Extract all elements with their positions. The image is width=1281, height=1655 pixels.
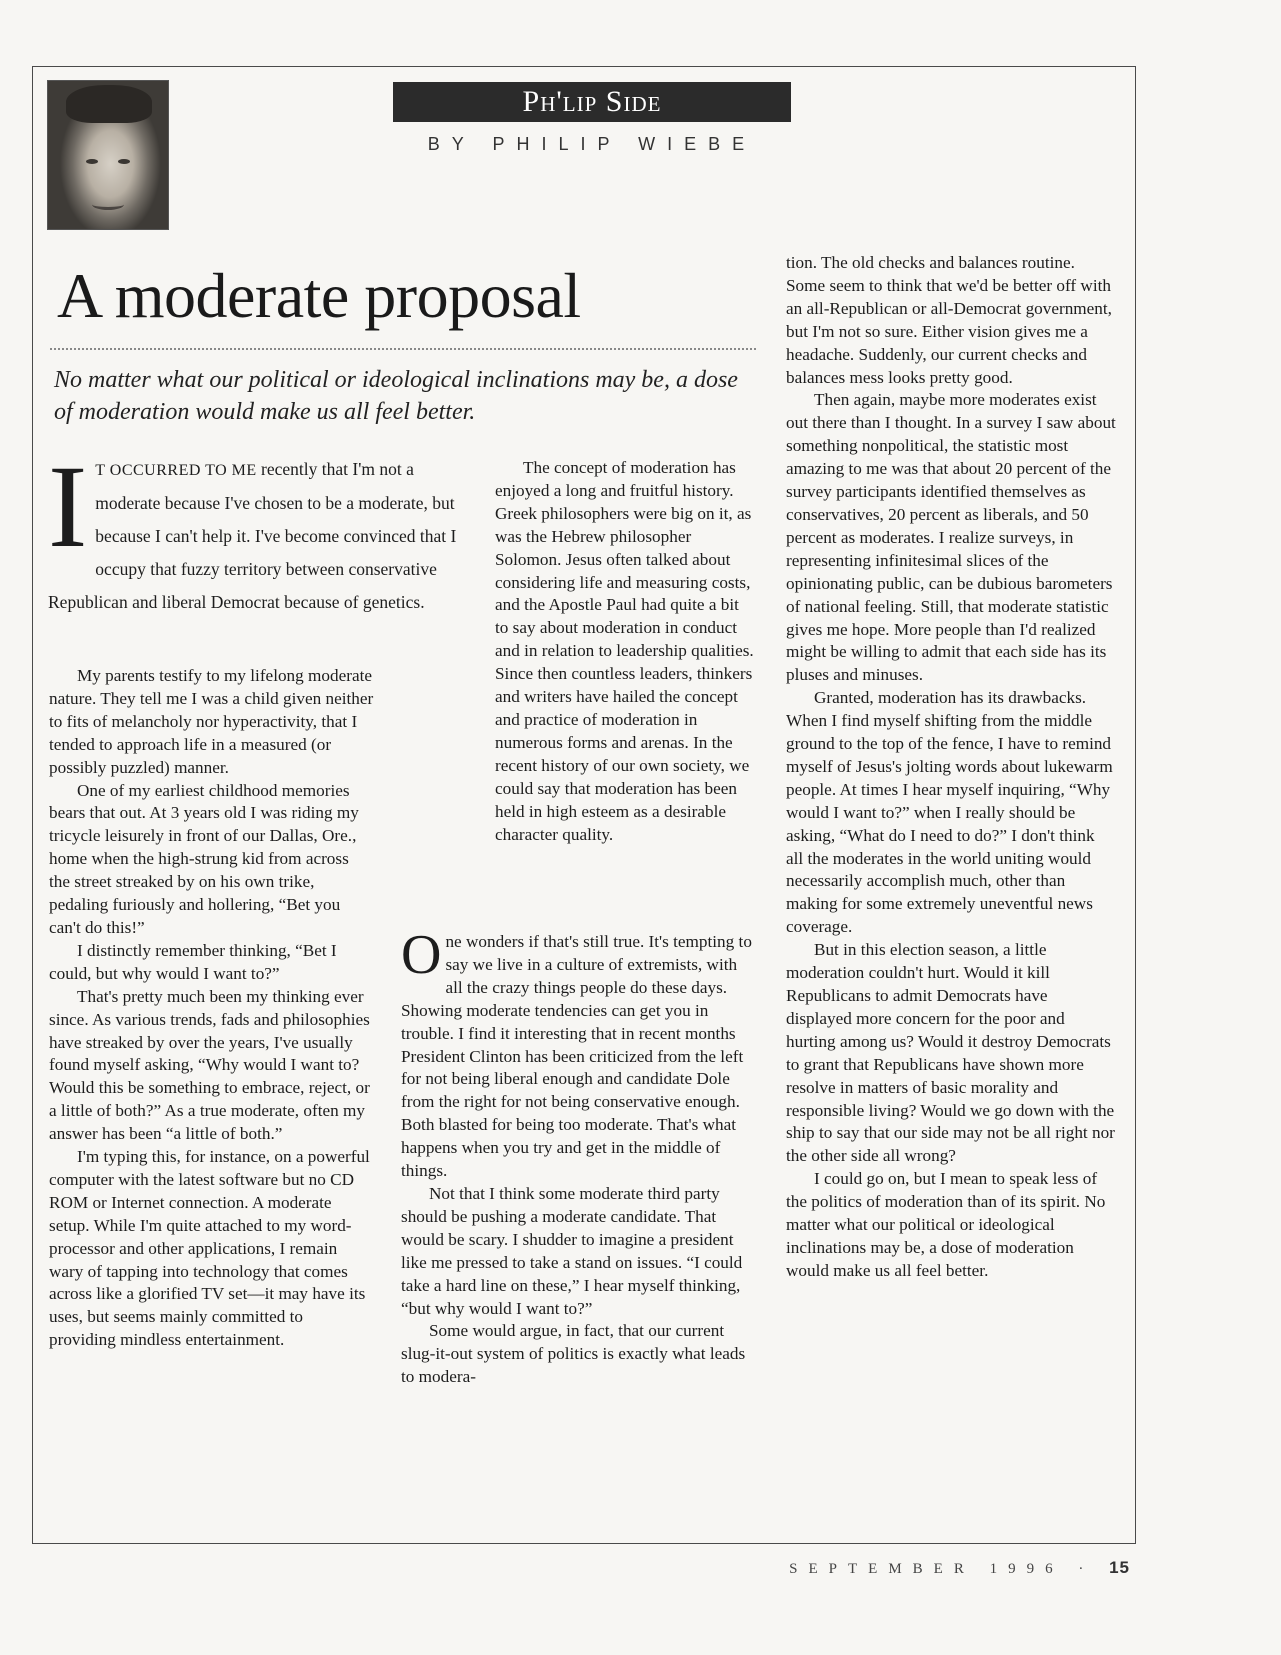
paragraph: Granted, moderation has its drawbacks. When I find myself shifting from the middle ground to the top of the fence, I have to remind myself of Jesus's jolting words about lukewarm people. At times I hear myself inquiring, “Why would I want to?” when I really should be asking, “What do I need to do?” I don't think all the moderates in the world uniting would necessarily accomplish much, other than making for some extremely uneventful news coverage.	[786, 688, 1113, 937]
author-photo-eye-left	[86, 159, 98, 164]
byline: BY PHILIP WIEBE	[427, 134, 757, 154]
headline: A moderate proposal	[57, 260, 581, 331]
paragraph: That's pretty much been my thinking ever since. As various trends, fads and philosophies have streaked by over the years, I've usually found myself asking, “Why would I want to? Would this be something to embrace, reject, or a little of both?” As a true moderate, often my answer has been “a little of both.”	[49, 986, 370, 1144]
paragraph: I distinctly remember thinking, “Bet I could, but why would I want to?”	[49, 940, 337, 983]
paragraph: I'm typing this, for instance, on a powerful computer with the latest software but no CD ROM or Internet connection. A moderate setup. While I'm quite attached to my word-processor and other applications, I remain wary of tapping into technology that comes across like a glorified TV set—it may have its uses, but seems mainly committed to providing mindless entertainment.	[49, 1147, 370, 1350]
section-dropcap: O	[401, 924, 442, 986]
column-banner: Ph'lip Side	[393, 82, 791, 122]
page-number: 15	[1109, 1558, 1130, 1577]
author-photo	[47, 80, 169, 230]
paragraph: I could go on, but I mean to speak less of the politics of moderation than of its spirit. No matter what our political or ideological inclinations may be, a dose of moderation would make us all feel better.	[786, 1169, 1106, 1280]
lead-smallcaps: T OCCURRED TO ME	[95, 462, 257, 479]
lead-paragraph	[48, 441, 468, 619]
column-1	[49, 665, 374, 1352]
column-3	[786, 252, 1116, 1283]
paragraph: Then again, maybe more moderates exist out there than I thought. In a survey I saw about something nonpolitical, the statistic most amazing to me was that about 20 percent of the survey participants identified themselves as conservatives, 20 percent as liberals, and 50 percent as moderates. I realize surveys, in representing infinitesimal slices of the opinionating public, can be dubious barometers of national feeling. Still, that moderate statistic gives me hope. More people than I'd realized might be willing to admit that each side has its pluses and minuses.	[786, 390, 1116, 685]
footer-separator: ·	[1078, 1561, 1095, 1577]
paragraph: One of my earliest childhood memories bears that out. At 3 years old I was riding my tricycle leisurely in front of our Dallas, Ore., home when the high-strung kid from across the street streaked by on his own trike, pedaling furiously and hollering, “Bet you can't do this!”	[49, 780, 359, 937]
paragraph: Not that I think some moderate third party should be pushing a moderate candidate. That would be scary. I shudder to imagine a president like me pressed to take a stand on issues. “I could take a hard line on these,” I hear myself thinking, “but why would I want to?”	[401, 1183, 743, 1318]
author-photo-eye-right	[118, 159, 130, 164]
column-2-top	[495, 457, 755, 846]
lead-text: recently that I'm not a moderate because I've chosen to be a moderate, but because I can't help it. I've become convinced that I occupy that fuzzy territory between conservative Republican and liberal Democrat because of genetics.	[48, 459, 457, 612]
paragraph: My parents testify to my lifelong moderate nature. They tell me I was a child given neither to fits of melancholy nor hyperactivity, that I tended to approach life in a measured (or possibly puzzled) manner.	[49, 666, 374, 777]
paragraph	[401, 924, 755, 1183]
author-photo-mouth	[92, 199, 124, 210]
paragraph: The concept of moderation has enjoyed a long and fruitful history. Greek philosophers were big on it, as was the Hebrew philosopher Solomon. Jesus often talked about considering life and measuring costs, and the Apostle Paul had quite a bit to say about moderation in conduct and in relation to leadership qualities. Since then countless leaders, thinkers and writers have hailed the concept and practice of moderation in numerous forms and arenas. In the recent history of our own society, we could say that moderation has been held in high esteem as a desirable character quality.	[495, 458, 754, 844]
paragraph: But in this election season, a little moderation couldn't hurt. Would it kill Republicans to admit Democrats have displayed more concern for the poor and hurting among us? Would it destroy Democrats to grant that Republicans have shown more resolve in matters of basic morality and responsible living? Would we go down with the ship to say that our side may not be all right nor the other side all wrong?	[786, 940, 1115, 1166]
issue-date: SEPTEMBER 1996	[789, 1561, 1064, 1577]
page-footer	[730, 1558, 1130, 1578]
paragraph: Some would argue, in fact, that our current slug-it-out system of politics is exactly what leads to modera-	[401, 1321, 746, 1387]
paragraph: tion. The old checks and balances routine. Some seem to think that we'd be better off with an all-Republican or all-Democrat government, but I'm not so sure. Either vision gives me a headache. Suddenly, our current checks and balances mess looks pretty good.	[786, 253, 1112, 387]
column-2-bottom	[401, 924, 755, 1389]
deck: No matter what our political or ideological inclinations may be, a dose of moderation would make us all feel better.	[54, 367, 738, 425]
lead-dropcap: I	[48, 441, 88, 572]
paragraph-text: ne wonders if that's still true. It's tempting to say we live in a culture of extremists, with all the crazy things people do these days. Showing moderate tendencies can get you in trouble. I find it interesting that in recent months President Clinton has been criticized from the left for not being liberal enough and candidate Dole from the right for not being conservative enough. Both blasted for being too moderate. That's what happens when you try and get in the middle of things.	[401, 932, 752, 1181]
author-photo-hair	[66, 85, 152, 123]
dotted-rule	[50, 348, 756, 350]
